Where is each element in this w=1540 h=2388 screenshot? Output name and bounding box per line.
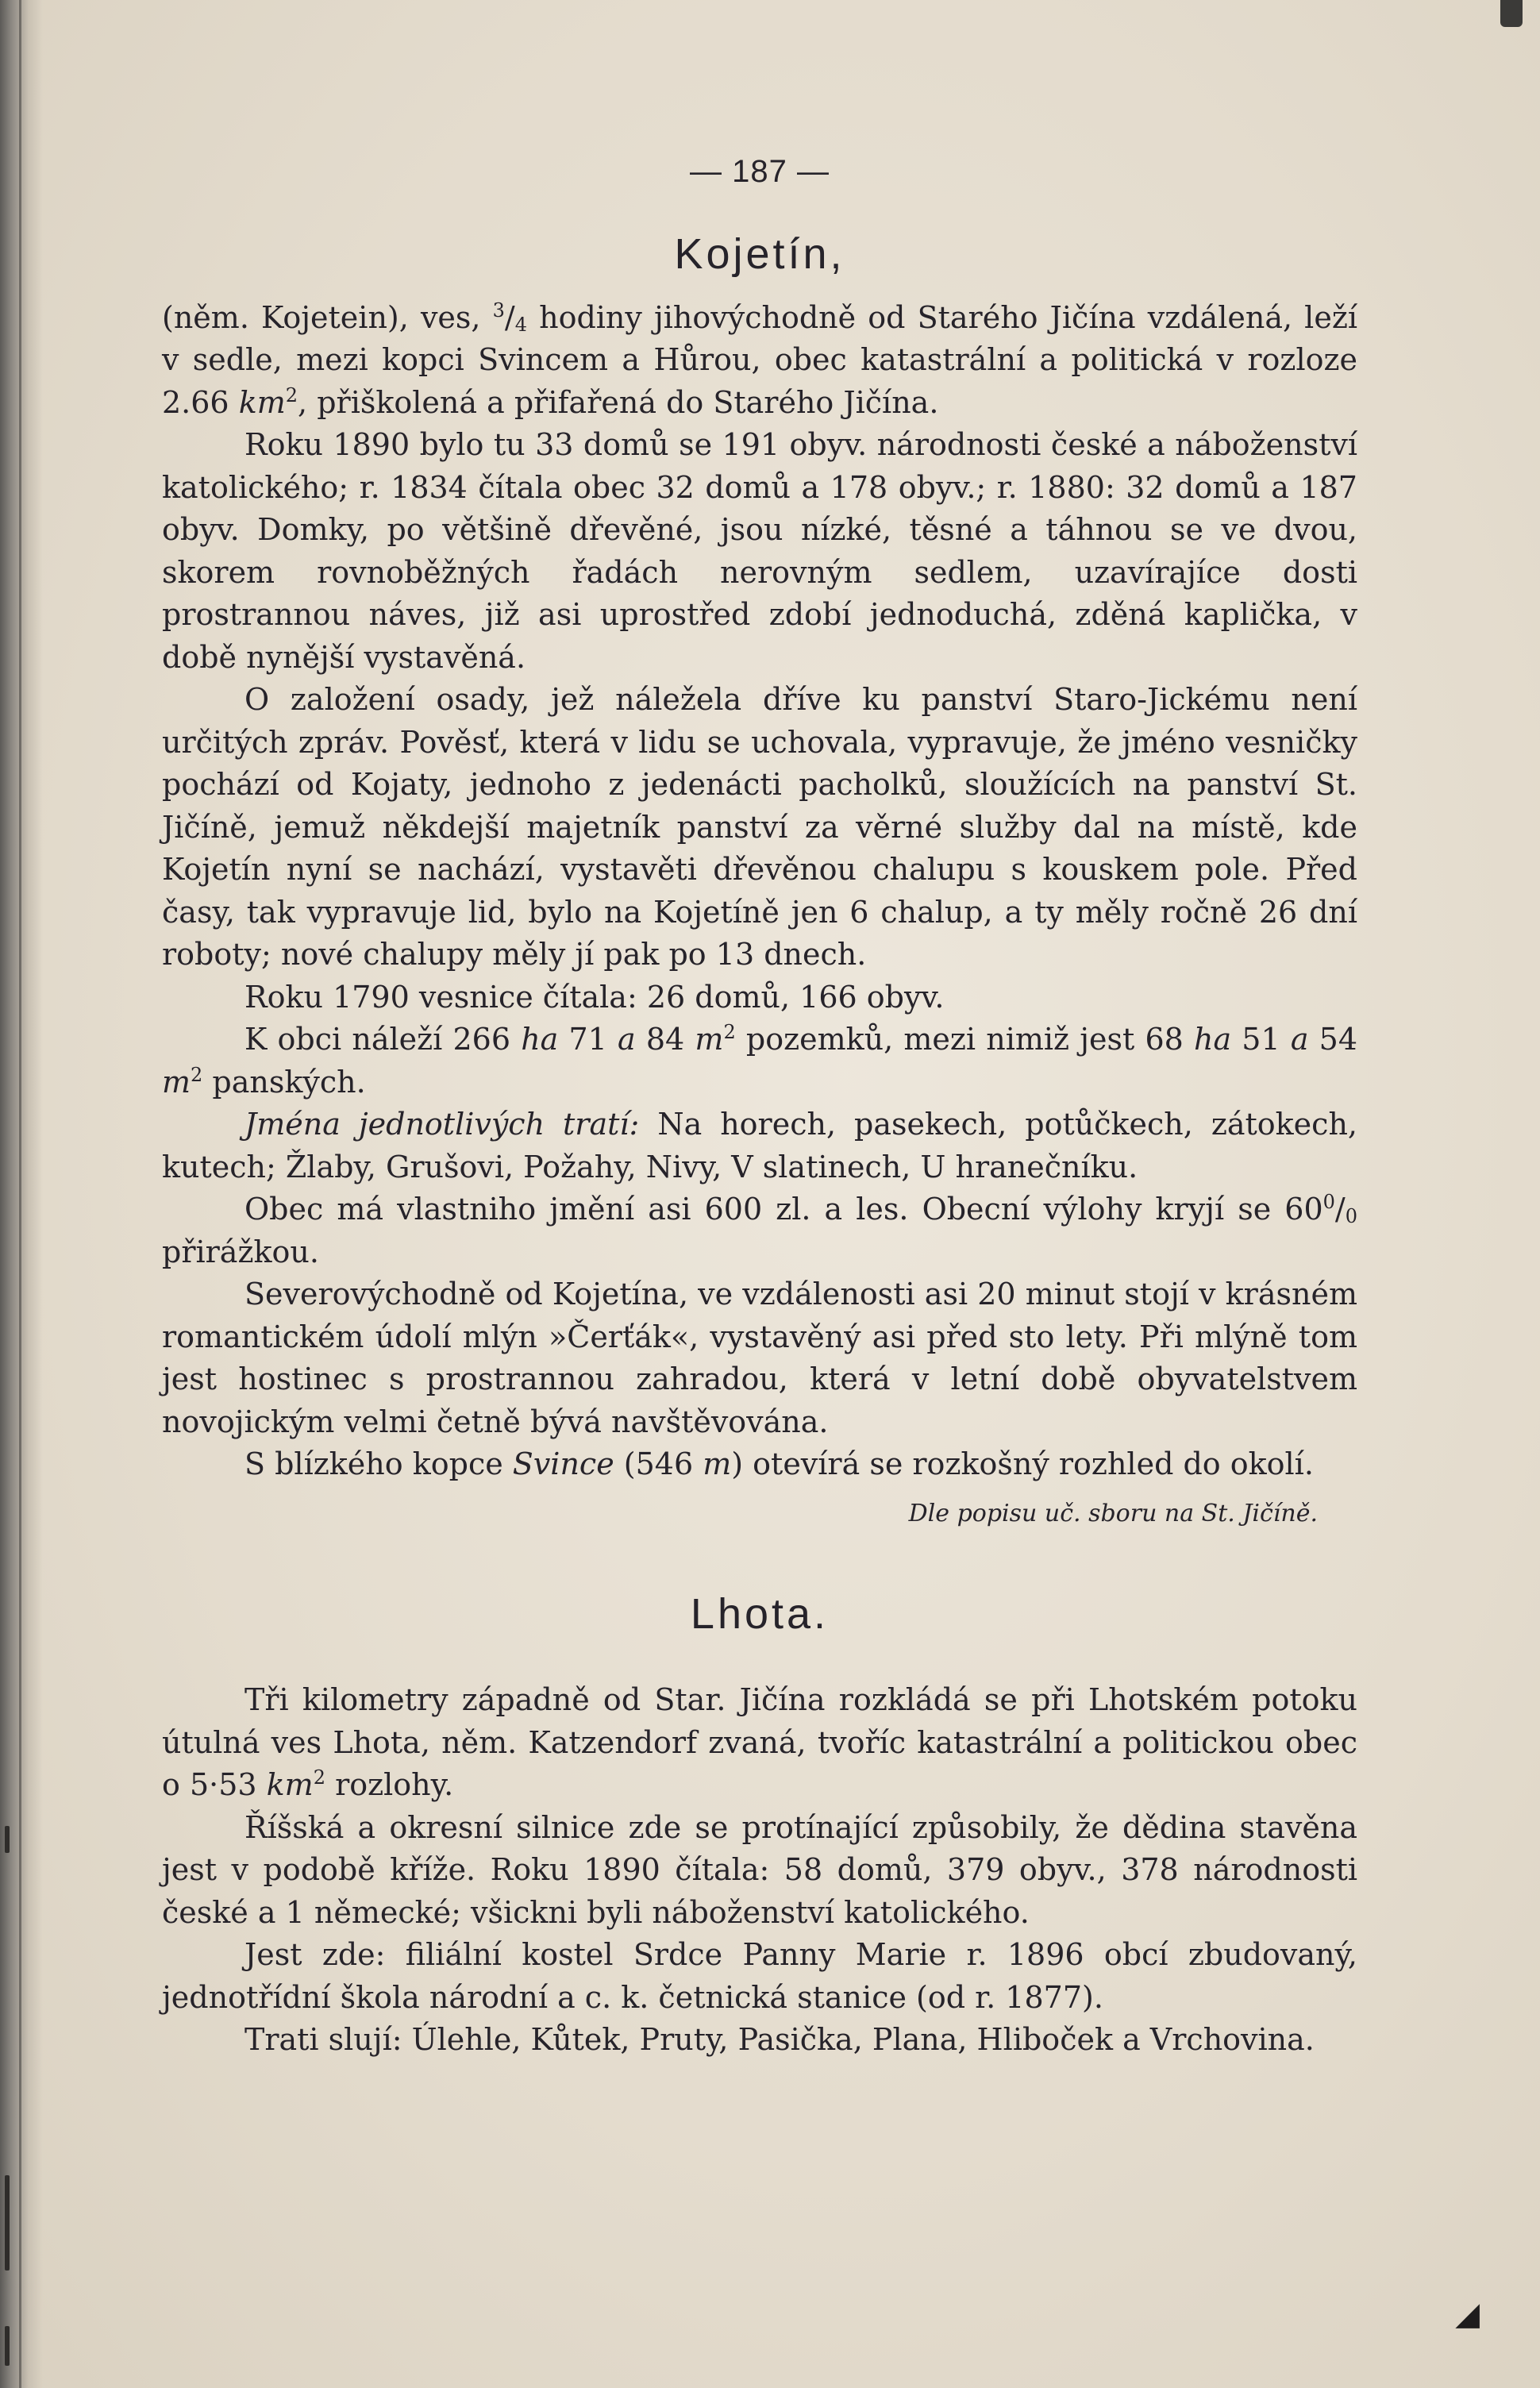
- paragraph: O založení osady, jež náležela dříve ku panství Staro-Jickému není určitých zpráv. Pověsť, která v lidu se uchovala, vypravuje, že jméno vesničky pochází od Kojaty, jednoho z jedenácti pacholků, sloužících na panství St. Jičíně, jemuž někdejší majetník panství za věrné služby dal na místě, kde Kojetín nyní se nachází, vystavěti dřevěnou chalupu s kouskem pole. Před časy, tak vypravuje lid, bylo na Kojetíně jen 6 chalup, a ty měly ročně 26 dní roboty; nové chalupy měly jí pak po 13 dnech.: [162, 682, 1357, 972]
- text-run: 71: [558, 1022, 618, 1057]
- place-name: Svince: [512, 1446, 614, 1481]
- text-run: přirážkou.: [162, 1234, 319, 1269]
- paragraph: Roku 1790 vesnice čítala: 26 domů, 166 obyv.: [244, 979, 945, 1015]
- fraction-denominator: 4: [514, 313, 527, 336]
- unit: m: [162, 1064, 191, 1100]
- paragraph: [162, 1443, 1357, 1486]
- page-corner-mark: ◢: [1455, 2296, 1480, 2332]
- field-names-label: Jména jednotlivých tratí:: [244, 1107, 640, 1142]
- unit: km: [266, 1767, 314, 1802]
- paragraph: Trati slují: Úlehle, Kůtek, Pruty, Pasička, Plana, Hliboček a Vrchovina.: [244, 2022, 1315, 2057]
- text-run: (něm. Kojetein), ves,: [162, 299, 493, 335]
- edge-mark: [5, 1826, 10, 1853]
- text-run: Obec má vlastniho jmění asi 600 zl. a les. Obecní výlohy kryjí se 60: [244, 1192, 1323, 1227]
- source-signature: Dle popisu uč. sboru na St. Jičíně.: [908, 1499, 1318, 1527]
- paragraph: [162, 1019, 1357, 1103]
- section-title: Kojetín,: [674, 229, 845, 278]
- fraction-numerator: 3: [492, 298, 505, 322]
- superscript: 2: [285, 383, 298, 406]
- unit: m: [695, 1022, 724, 1057]
- superscript: 0: [1322, 1191, 1335, 1213]
- binding-edge: [19, 0, 21, 2388]
- paragraph: [162, 1679, 1357, 1807]
- subscript: 0: [1345, 1205, 1357, 1227]
- paragraph: Severovýchodně od Kojetína, ve vzdálenosti asi 20 minut stojí v krásném romantickém údolí mlýn »Čerťák«, vystavěný asi před sto lety. Při mlýně tom jest hostinec s prostrannou zahradou, která v letní době obyvatelstvem novojickým velmi četně bývá navštěvována.: [162, 1277, 1357, 1439]
- section-lhota: [162, 1590, 1357, 2062]
- unit: ha: [1193, 1022, 1232, 1057]
- paragraph: [162, 1188, 1357, 1273]
- superscript: 2: [723, 1021, 736, 1043]
- text-run: ) otevírá se rozkošný rozhled do okolí.: [731, 1446, 1314, 1481]
- unit: ha: [521, 1022, 559, 1057]
- text-run: , přiškolená a přifařená do Starého Jičína.: [298, 384, 939, 420]
- unit: a: [618, 1022, 636, 1057]
- text-run: S blízkého kopce: [244, 1446, 513, 1481]
- section-kojetin: [162, 230, 1357, 1535]
- text-run: 54: [1308, 1022, 1358, 1057]
- edge-mark: [5, 2175, 10, 2271]
- paragraph: Jest zde: filiální kostel Srdce Panny Marie r. 1896 obcí zbudovaný, jednotřídní škola národní a c. k. četnická stanice (od r. 1877).: [162, 1937, 1357, 2015]
- page-number: — 187 —: [690, 154, 830, 189]
- edge-mark: [5, 2326, 10, 2366]
- unit: km: [238, 384, 286, 420]
- unit: a: [1290, 1022, 1309, 1057]
- paragraph: Říšská a okresní silnice zde se protínající způsobily, že dědina stavěna jest v podobě kříže. Roku 1890 čítala: 58 domů, 379 obyv., 378 národnosti české a 1 německé; všickni byli náboženství katolického.: [162, 1809, 1357, 1930]
- text-run: hodiny jihovýchodně od Starého Jičína vzdálená, leží v sedle, mezi kopci Svincem a Hůrou, obec katastrální a politická v rozloze 2.66: [162, 299, 1357, 420]
- text-run: pozemků, mezi nimiž jest 68: [735, 1022, 1194, 1057]
- percent-slash: /: [1334, 1192, 1346, 1227]
- paragraph: Roku 1890 bylo tu 33 domů se 191 obyv. národnosti české a náboženství katolického; r. 1834 čítala obec 32 domů a 178 obyv.; r. 1880: 32 domů a 187 obyv. Domky, po většině dřevěné, jsou nízké, těsné a táhnou se ve dvou, skorem rovnoběžných řadách nerovným sedlem, uzavírajíce dosti prostrannou náves, již asi uprostřed zdobí jednoduchá, zděná kaplička, v době nynější vystavěná.: [162, 427, 1357, 675]
- section-title: Lhota.: [690, 1590, 830, 1638]
- page-content: [162, 151, 1357, 2062]
- text-run: 51: [1231, 1022, 1291, 1057]
- text-run: K obci náleží 266: [244, 1022, 522, 1057]
- text-run: Na horech, pasekech, potůčkech, zátokech, kutech; Žlaby, Grušovi, Požahy, Nivy, V slatinech, U hranečníku.: [162, 1107, 1358, 1184]
- text-run: Tři kilometry západně od Star. Jičína rozkládá se při Lhotském potoku útulná ves Lhota, něm. Katzendorf zvaná, tvoříc katastrální a politickou obec o 5·53: [162, 1682, 1357, 1802]
- text-run: panských.: [202, 1064, 366, 1100]
- text-run: 84: [635, 1022, 695, 1057]
- unit: m: [703, 1446, 732, 1481]
- text-run: rozlohy.: [325, 1767, 454, 1802]
- superscript: 2: [313, 1766, 325, 1789]
- paragraph: [162, 1103, 1357, 1188]
- book-binding-shadow: [0, 0, 43, 2388]
- text-run: (546: [614, 1446, 703, 1481]
- corner-clip: [1500, 0, 1523, 27]
- paragraph: (něm. Kojetein), ves, $^3/_4$ hodiny jihovýchodně od Starého Jičína vzdálená, leží v sedle, mezi kopci Svincem a Hůrou, obec katastrální a politická v rozloze 2.66 $km^2$, přiškolená a přifařená do Starého Jičína.: [162, 298, 1357, 420]
- superscript: 2: [191, 1063, 203, 1086]
